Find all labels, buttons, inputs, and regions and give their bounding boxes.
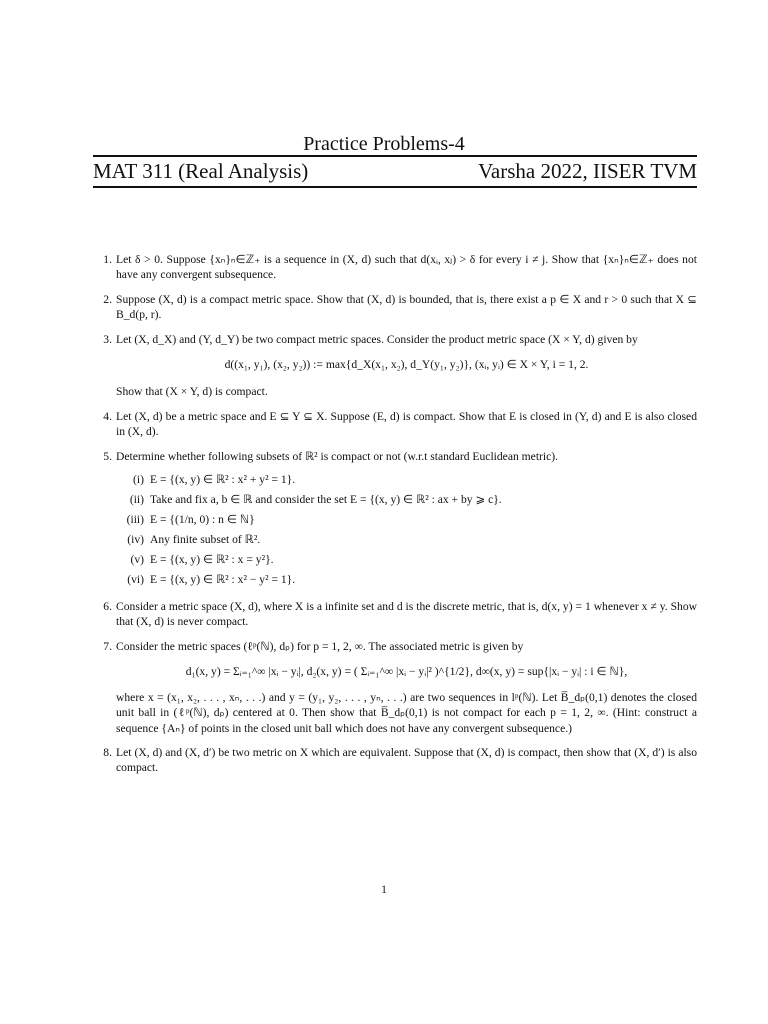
subproblem-vi: [120, 570, 697, 590]
subproblem-number: (ii): [129, 493, 144, 507]
subproblem-v: [120, 550, 697, 570]
subproblem-ii: [120, 490, 697, 510]
page-number: 1: [381, 883, 387, 896]
header-bottom-rule: [93, 186, 697, 188]
subproblem-i: [120, 470, 697, 490]
display-equation: d((x₁, y₁), (x₂, y₂)) := max{d_X(x₁, x₂), d_Y(y₁, y₂)}, (xᵢ, yᵢ) ∈ X × Y, i = 1, 2.: [224, 358, 589, 372]
problem-number: 2.: [103, 292, 112, 306]
problem-6: [96, 599, 697, 630]
problem-text: Consider the metric spaces (ℓᵖ(ℕ), dₚ) for p = 1, 2, ∞. The associated metric is given by: [116, 639, 524, 653]
problem-1: [96, 252, 697, 283]
subproblem-number: (iv): [127, 533, 144, 547]
subproblem-text: E = {(x, y) ∈ ℝ² : x² + y² = 1}.: [150, 473, 296, 487]
subproblem-text: E = {(1/n, 0) : n ∈ ℕ}: [150, 513, 255, 527]
subproblem-text: Any finite subset of ℝ².: [150, 533, 261, 547]
problem-list: [96, 252, 697, 785]
problem-number: 6.: [103, 600, 112, 614]
page-title: Practice Problems-4: [303, 133, 465, 155]
problem-text: Let (X, d) and (X, d′) be two metric on X which are equivalent. Suppose that (X, d) is compact, then show that (X, d′) is also compact.: [116, 745, 697, 775]
problem-2: [96, 292, 697, 323]
problem-text: Consider a metric space (X, d), where X is a infinite set and d is the discrete metric, that is, d(x, y) = 1 whenever x ≠ y. Show that (X, d) is never compact.: [116, 600, 697, 629]
problem-8: [96, 745, 697, 776]
problem-followup: Show that (X × Y, d) is compact.: [116, 385, 268, 399]
subproblem-number: (i): [133, 473, 144, 487]
subproblem-text: E = {(x, y) ∈ ℝ² : x = y²}.: [150, 553, 274, 567]
header-row: [93, 159, 697, 184]
display-equation: d₁(x, y) = Σᵢ₌₁^∞ |xᵢ − yᵢ|, d₂(x, y) = ( Σᵢ₌₁^∞ |xᵢ − yᵢ|² )^{1/2}, d∞(x, y) = sup{|xᵢ − yᵢ| : i ∈ ℕ},: [185, 665, 628, 679]
subproblem-number: (vi): [127, 573, 144, 587]
problem-3: [96, 332, 697, 400]
problem-number: 3.: [103, 332, 112, 346]
subproblem-text: Take and fix a, b ∈ ℝ and consider the set E = {(x, y) ∈ ℝ² : ax + by ⩾ c}.: [150, 493, 502, 507]
course-name: MAT 311 (Real Analysis): [93, 159, 309, 183]
subproblem-number: (v): [130, 553, 144, 567]
problem-7: [96, 639, 697, 736]
problem-number: 7.: [103, 639, 112, 653]
problem-number: 4.: [103, 409, 112, 423]
problem-5: [96, 449, 697, 590]
subproblem-text: E = {(x, y) ∈ ℝ² : x² − y² = 1}.: [150, 573, 296, 587]
problem-4: [96, 409, 697, 440]
subproblem-list: [120, 470, 697, 590]
problem-text: Let δ > 0. Suppose {xₙ}ₙ∈ℤ₊ is a sequence in (X, d) such that d(xᵢ, xⱼ) > δ for every i ≠ j. Show that {xₙ}ₙ∈ℤ₊ does not have any convergent subsequence.: [116, 253, 697, 282]
problem-followup: where x = (x₁, x₂, . . . , xₙ, . . .) and y = (y₁, y₂, . . . , yₙ, . . .) are two sequences in lᵖ(ℕ). Let B̅_dₚ(0,1) denotes the closed unit ball in (ℓᵖ(ℕ), dₚ) centered at 0. Then show that B̅_dₚ(0,1) is not compact for each p = 1, 2, ∞. (Hint: construct a sequence {Aₙ} of points in the closed unit ball which does not have any convergent subsequence.): [116, 690, 697, 735]
problem-number: 1.: [103, 253, 112, 266]
problem-number: 8.: [103, 745, 112, 759]
subproblem-iii: [120, 510, 697, 530]
problem-text: Let (X, d_X) and (Y, d_Y) be two compact metric spaces. Consider the product metric space (X × Y, d) given by: [116, 332, 638, 346]
problem-text: Determine whether following subsets of ℝ² is compact or not (w.r.t standard Euclidean metric).: [116, 449, 559, 463]
term-label: Varsha 2022, IISER TVM: [478, 159, 697, 183]
header-top-rule: [93, 155, 697, 157]
problem-text: Let (X, d) be a metric space and E ⊆ Y ⊆ X. Suppose (E, d) is compact. Show that E is closed in (Y, d) and E is also closed in (X, d).: [116, 409, 697, 439]
subproblem-number: (iii): [126, 513, 144, 527]
problem-number: 5.: [103, 449, 112, 463]
subproblem-iv: [120, 530, 697, 550]
problem-text: Suppose (X, d) is a compact metric space. Show that (X, d) is bounded, that is, there exist a p ∈ X and r > 0 such that X ⊆ B_d(p, r).: [116, 292, 697, 322]
